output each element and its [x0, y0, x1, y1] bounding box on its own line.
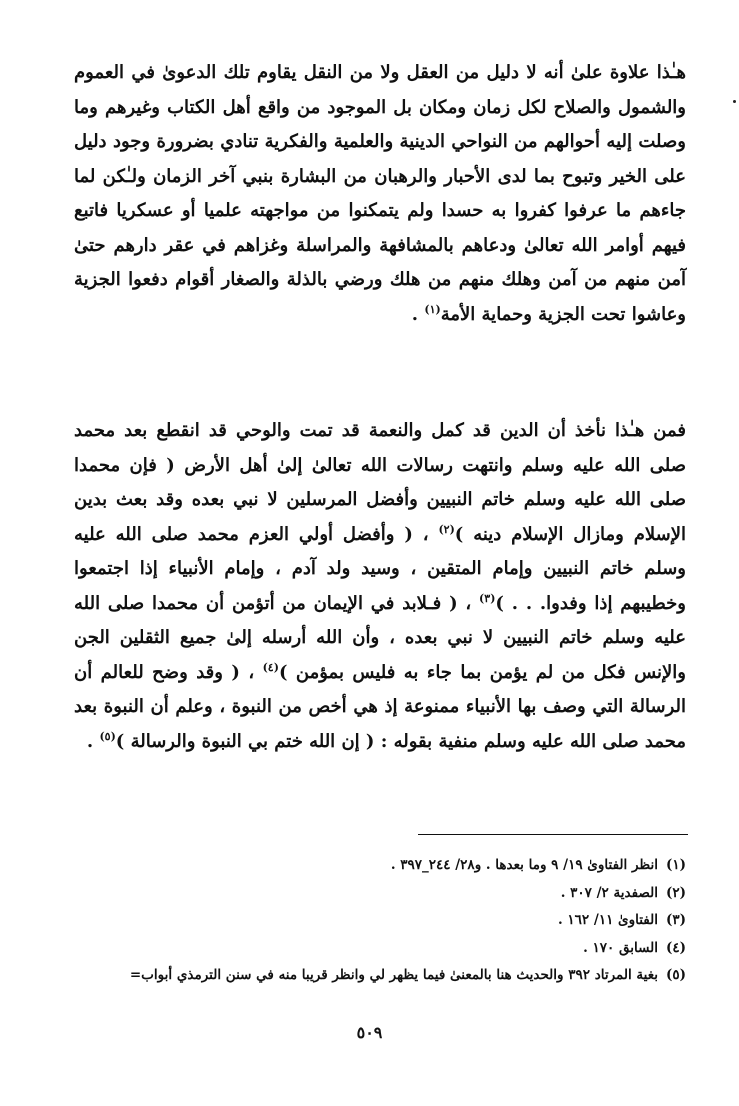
footnote-2 [74, 880, 686, 908]
margin-mark [733, 100, 736, 103]
footnote-text: الفتاوىٰ ١١/ ١٦٢ . [558, 912, 658, 928]
footnote-3 [74, 907, 686, 935]
footnote-number: (٤) [665, 939, 686, 956]
footnote-separator [418, 834, 688, 835]
footnote-text: السابق ١٧٠ . [583, 939, 658, 956]
paragraph-2-segment-2: ، ( وأفضل أولي العزم محمد صلى الله عليه وسلم خاتم النبيين وإمام المتقين ، وسيد ولد آدم ، وإمام الأنبياء إذا اجتمعوا وخطيبهم إذا وفدوا. . . ) [74, 523, 686, 614]
paragraph-1-text: هـٰذا علاوة علىٰ أنه لا دليل من العقل ولا من النقل يقاوم تلك الدعوىٰ في العموم والشمول والصلاح لكل زمان ومكان بل الموجود من واقع أهل الكتاب وغيرهم وما وصلت إليه أحوالهم من النواحي الدينية والعلمية والفكرية تنادي بضرورة وجود دليل على الخير وتبوح بما لدى الأحبار والرهبان من البشارة بنبي آخر الزمان ولـٰكن لما جاءهم ما عرفوا كفروا به حسدا ولم يتمكنوا من مواجهته علميا أو عسكريا فاتبع فيهم أوامر الله تعالىٰ ودعاهم بالمشافهة والمراسلة وغزاهم في عقر دارهم حتىٰ آمن منهم من آمن وهلك منهم من هلك ورضي بالذلة والصغار أقوام دفعوا الجزية وعاشوا تحت الجزية وحماية الأمة [74, 62, 686, 325]
footnote-text: بغية المرتاد ٣٩٢ والحديث هنا بالمعنىٰ فيما يظهر لي وانظر قريبا منه في سنن الترمذي أبواب= [129, 967, 658, 983]
footnote-marker-4: (٤) [262, 660, 279, 674]
paragraph-2-tail: . [86, 730, 100, 752]
footnote-number: (٢) [665, 884, 686, 901]
paragraph-2-segment-4: ، ( وقد وضح للعالم أن الرسالة التي وصف بها الأنبياء ممنوعة إذ هي أخص من النبوة ، وعلم أن النبوة بعد محمد صلى الله عليه وسلم منفية بقوله : ( إن الله ختم بي النبوة والرسالة ) [74, 661, 686, 752]
footnote-text: انظر الفتاوىٰ ١٩/ ٩ وما بعدها . و٢٨/ ٢٤٤_٣٩٧ . [390, 857, 658, 873]
footnote-marker-3: (٣) [479, 591, 496, 605]
footnote-text: الصفدية ٢/ ٣٠٧ . [560, 884, 658, 901]
footnote-marker-2: (٢) [438, 522, 455, 536]
footnote-marker-1: (١) [424, 302, 441, 316]
paragraph-1 [74, 56, 686, 332]
footnote-marker-5: (٥) [99, 729, 116, 743]
paragraph-2 [74, 414, 686, 759]
footnote-number: (٥) [665, 967, 686, 983]
footnotes-list [74, 852, 686, 990]
footnote-number: (١) [665, 857, 686, 873]
footnote-5 [74, 962, 686, 990]
footnote-4 [74, 935, 686, 963]
page-number: ٥٠٩ [356, 1023, 383, 1042]
paragraph-2-segment-3: ، ( فـلابد في الإيمان من أتؤمن أن محمدا صلى الله عليه وسلم خاتم النبيين لا نبي بعده ، وأن الله أرسله إلىٰ جميع الثقلين الجن والإنس فكل من لم يؤمن بما جاء به فليس بمؤمن ) [74, 592, 687, 683]
footnote-number: (٣) [665, 912, 686, 928]
paragraph-2-segment-1: فمن هـٰذا نأخذ أن الدين قد كمل والنعمة قد تمت والوحي قد انقطع بعد محمد صلى الله عليه وسلم وانتهت رسالات الله تعالىٰ إلىٰ أهل الأرض ( فإن محمدا صلى الله عليه وسلم خاتم النبيين وأفضل المرسلين لا نبي بعده وقد بعث بدين الإسلام ومازال الإسلام دينه ) [74, 420, 686, 545]
paragraph-1-tail: . [411, 303, 425, 325]
footnote-1 [74, 852, 686, 880]
